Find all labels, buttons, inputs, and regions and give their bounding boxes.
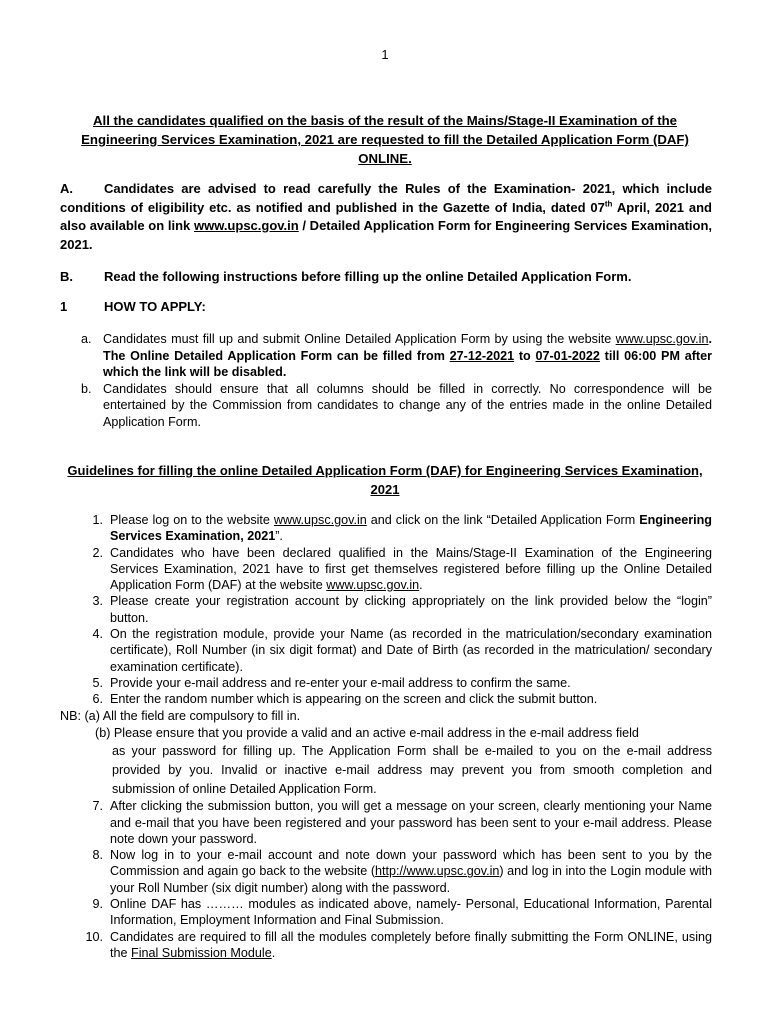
- bold-text: . The Online Detailed Application Form can be filled from: [103, 332, 712, 363]
- upsc-link[interactable]: www.upsc.gov.in: [273, 513, 367, 527]
- step-text: Now log in to your e-mail account and note down your password which has been sent to you by the Commission and again go back to the website (: [110, 848, 712, 879]
- step-item: [60, 847, 712, 896]
- step-text: .: [271, 945, 276, 960]
- step-item: [60, 545, 712, 594]
- list-item: [60, 381, 712, 431]
- step-item: [60, 626, 712, 675]
- final-submission-link[interactable]: Final Submission Module: [131, 945, 272, 960]
- step-text: and click on the link “Detailed Application Form: [366, 513, 640, 527]
- step-number: 5.: [92, 675, 103, 690]
- step-text: ”.: [275, 529, 283, 544]
- step-number: 9.: [92, 897, 103, 912]
- end-date: 07-01-2022: [535, 348, 600, 363]
- start-date: 27-12-2021: [449, 348, 515, 363]
- step-item: [60, 798, 712, 847]
- step-number: 6.: [92, 692, 103, 707]
- guidelines-steps: [60, 512, 712, 961]
- step-item: [60, 675, 712, 691]
- step-number: 7.: [92, 799, 103, 814]
- nb-note-a: NB: (a) All the field are compulsory to fill in.: [60, 708, 301, 723]
- section-a-text-3: / Detailed Application Form for Engineering Services Examination, 2021.: [60, 218, 713, 252]
- nb-note-b: (b) Please ensure that you provide a valid and an active e-mail address in the e-mail address field: [95, 725, 639, 740]
- step-text: After clicking the submission button, you will get a message on your screen, clearly mentioning your Name and e-mail that you have been registered and your password has been sent to your e-mail address. Please note down your password.: [110, 799, 712, 846]
- step-item: [60, 512, 712, 545]
- step-text: .: [419, 578, 423, 593]
- section-a-text-2: April, 2021 and also available on link: [60, 199, 712, 233]
- upsc-link[interactable]: www.upsc.gov.in: [615, 332, 709, 346]
- bold-text: Engineering Services Examination, 2021: [110, 513, 712, 544]
- step-text: Online DAF has ……… modules as indicated above, namely- Personal, Educational Information, Parental Information, Employment Information and Final Submission.: [110, 897, 712, 928]
- list-marker: a.: [81, 332, 92, 346]
- step-text: On the registration module, provide your Name (as recorded in the matriculation/secondary examination certificate), Roll Number (in six digit format) and Date of Birth (as recorded in the matriculation/ secondary examination certificate).: [110, 627, 712, 674]
- upsc-http-link[interactable]: http://www.upsc.gov.in: [375, 864, 500, 879]
- step-item: [60, 593, 712, 626]
- page-number: 1: [381, 47, 389, 62]
- step-text: ) and log in into the Login module with your Roll Number (six digit number) along with the password.: [110, 864, 712, 895]
- section-1-marker: 1: [60, 299, 68, 314]
- section-b-text: Read the following instructions before filling up the online Detailed Application Form.: [104, 269, 632, 284]
- guidelines-title: Guidelines for filling the online Detailed Application Form (DAF) for Engineering Services Examination, 2021: [67, 463, 703, 497]
- step-item: [60, 691, 712, 707]
- section-a-sup: th: [604, 199, 613, 209]
- step-text: Please log on to the website: [110, 513, 274, 527]
- bold-text: till 06:00 PM after which the link will be disabled.: [103, 348, 712, 379]
- list-marker: b.: [81, 381, 92, 396]
- upsc-link[interactable]: www.upsc.gov.in: [326, 578, 420, 593]
- step-number: 3.: [92, 594, 103, 609]
- section-a-marker: A.: [60, 181, 73, 196]
- list-text: Candidates should ensure that all columns should be filled in correctly. No correspondence will be entertained by the Commission from candidates to change any of the entries made in the online Detailed Application Form.: [103, 381, 712, 429]
- step-item: [60, 929, 712, 962]
- list-item: [60, 331, 712, 381]
- section-1-heading: [60, 298, 206, 316]
- step-text: Candidates are required to fill all the modules completely before finally submitting the Form ONLINE, using the: [110, 929, 712, 960]
- step-text: Provide your e-mail address and re-enter your e-mail address to confirm the same.: [110, 675, 571, 690]
- section-b-marker: B.: [60, 269, 73, 284]
- list-text: Candidates must fill up and submit Online Detailed Application Form by using the website: [103, 332, 616, 346]
- step-number: 8.: [92, 848, 103, 863]
- step-number: 2.: [92, 545, 103, 560]
- section-a-paragraph: [60, 180, 712, 254]
- step-text: Candidates who have been declared qualified in the Mains/Stage-II Examination of the Engineering Services Examination, 2021 have to first get themselves registered before filling up the Online Detailed Application Form (DAF) at the website: [110, 545, 712, 593]
- section-a-text-1: Candidates are advised to read carefully the Rules of the Examination- 2021, which include conditions of eligibility etc. as notified and published in the Gazette of India, dated 07: [60, 181, 712, 215]
- section-b-heading: [60, 268, 631, 286]
- step-number: 10.: [85, 929, 103, 944]
- step-number: 4.: [92, 627, 103, 642]
- step-number: 1.: [92, 513, 103, 527]
- step-item: [60, 896, 712, 929]
- step-text: Enter the random number which is appearing on the screen and click the submit button.: [110, 692, 598, 707]
- document-title: All the candidates qualified on the basis of the result of the Mains/Stage-II Examination of the Engineering Services Examination, 2021 are requested to fill the Detailed Application Form (DAF) ONLINE.: [81, 113, 689, 166]
- section-1-text: HOW TO APPLY:: [104, 299, 206, 314]
- how-to-apply-list: [60, 331, 712, 430]
- bold-text: to: [514, 348, 536, 363]
- nb-note-b-continued: as your password for filling up. The Application Form shall be e-mailed to you on the e-mail address provided by you. Invalid or inactive e-mail address may prevent you from smooth completion and submission of online Detailed Application Form.: [112, 744, 712, 796]
- step-text: Please create your registration account by clicking appropriately on the link provided below the “login” button.: [110, 594, 712, 625]
- upsc-link[interactable]: www.upsc.gov.in: [193, 218, 299, 233]
